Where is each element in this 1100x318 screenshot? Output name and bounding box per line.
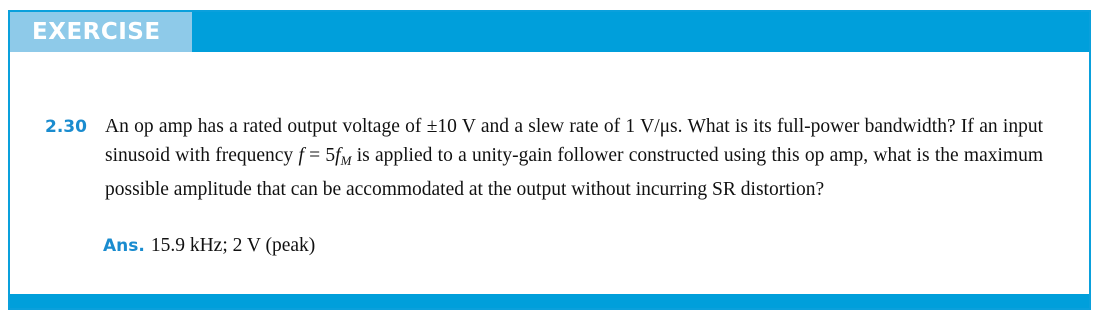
problem-text — [105, 112, 1043, 204]
problem-number: 2.30 — [45, 117, 87, 137]
math-equals: = 5 — [303, 145, 336, 166]
problem-text-part1: An op amp has a rated output voltage of ±10 V and a slew rate of 1 V/μs. What is its full-power bandwidth? If an input sinusoid with frequency — [105, 116, 1043, 166]
exercise-box — [8, 10, 1091, 310]
exercise-header-tab — [10, 12, 192, 52]
answer-value: 15.9 kHz; 2 V (peak) — [150, 235, 316, 256]
answer-label: Ans. — [103, 236, 145, 256]
math-variable-f: f — [298, 145, 304, 166]
exercise-header-bar — [10, 12, 1089, 52]
problem-text-part2: is applied to a unity-gain follower constructed using this op amp, what is the maximum possible amplitude that can be accommodated at the output without incurring SR distortion? — [105, 145, 1043, 200]
answer-line — [103, 231, 315, 261]
math-subscript-m: M — [340, 153, 352, 168]
math-variable-f-m: f — [335, 145, 341, 166]
exercise-header-label: EXERCISE — [32, 19, 161, 45]
exercise-footer-bar — [10, 294, 1089, 308]
